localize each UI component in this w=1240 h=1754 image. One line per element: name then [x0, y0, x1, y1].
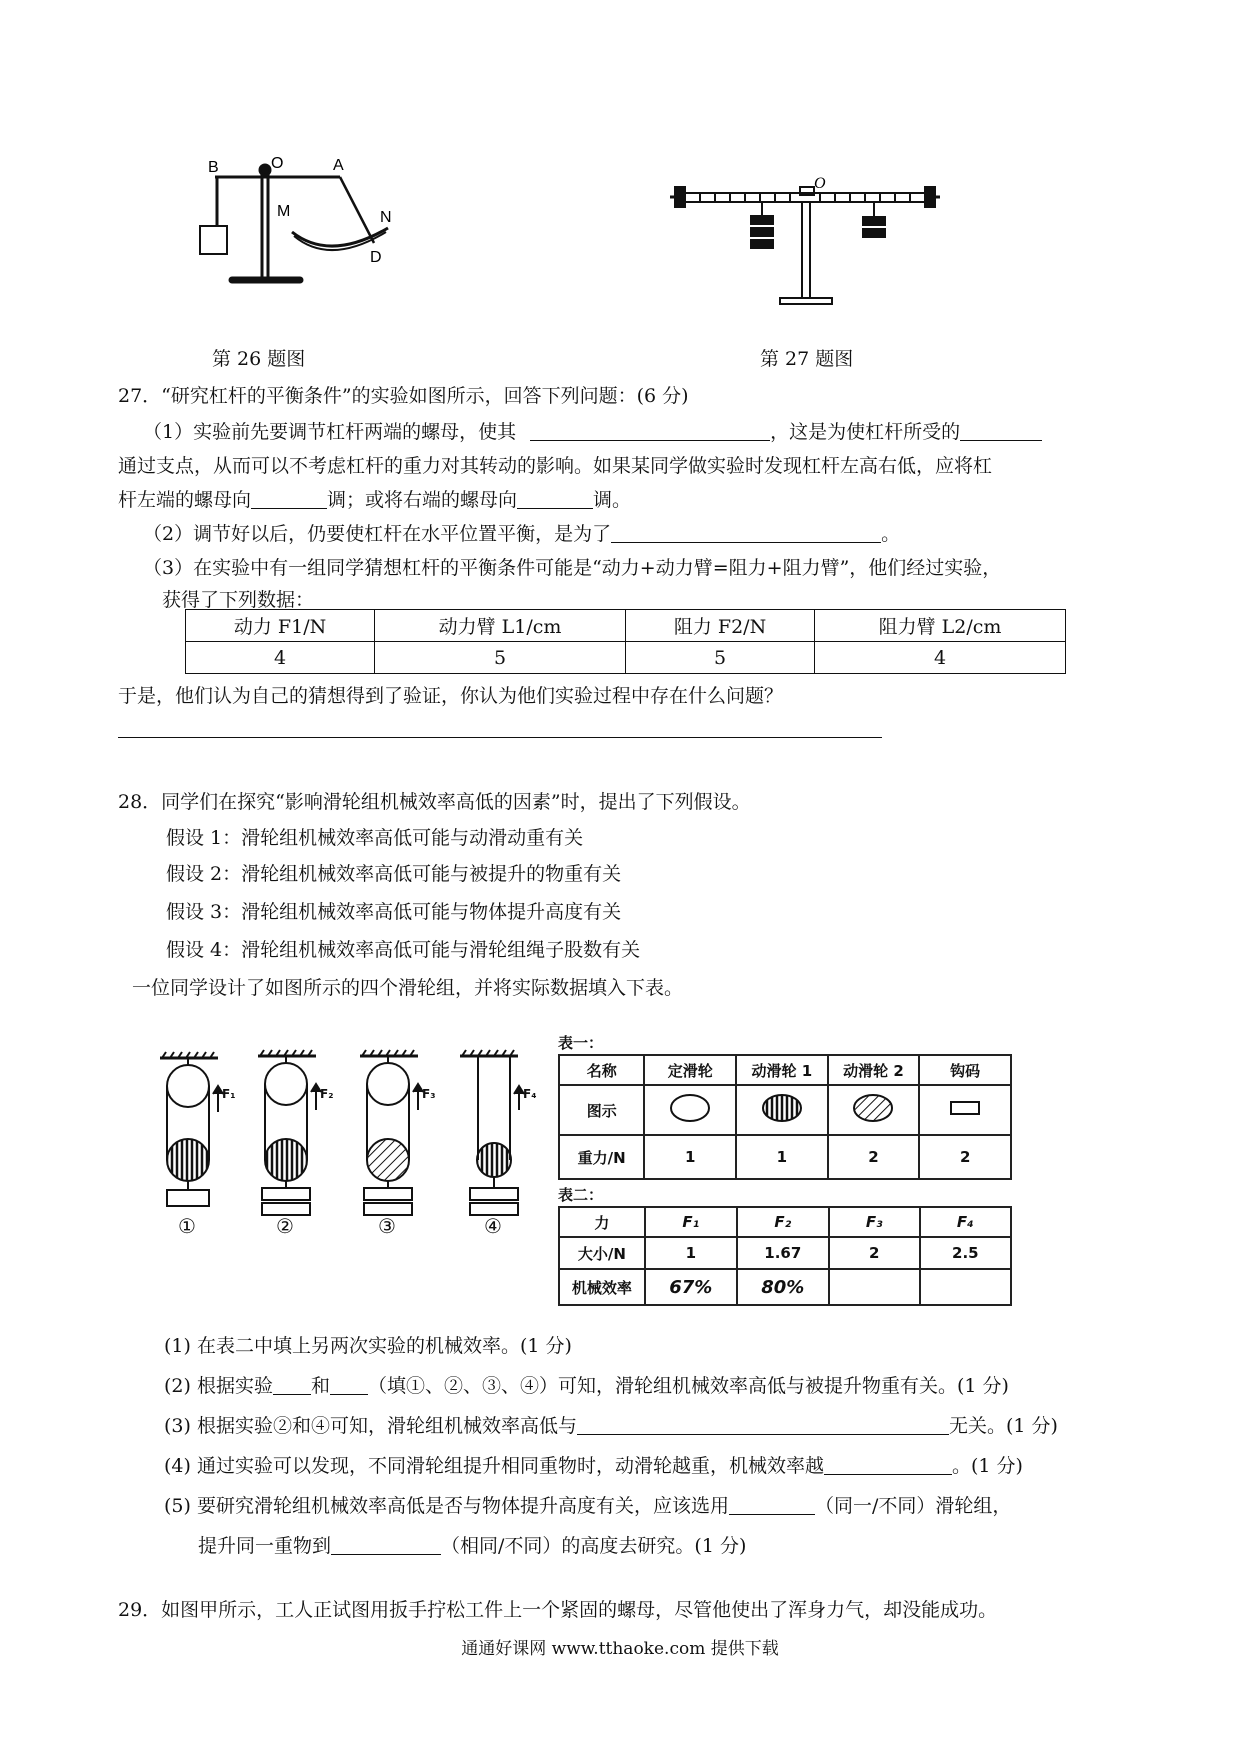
- q28-sub2-text-c: （填①、②、③、④）可知，滑轮组机械效率高低与被提升物重有关。(1 分): [367, 1375, 1009, 1397]
- table-header-cell: 力: [559, 1207, 645, 1237]
- force-label-3: F₃: [422, 1087, 436, 1101]
- table-row-label: 机械效率: [559, 1269, 645, 1305]
- q29-stem: 29．如图甲所示，工人正试图用扳手拧松工件上一个紧固的螺母，尽管他使出了浑身力气，却没能成功。: [118, 1599, 998, 1621]
- table-cell: 1: [736, 1135, 828, 1179]
- q28-blank-6[interactable]: [331, 1536, 441, 1555]
- ceiling-1: [160, 1052, 218, 1058]
- table-cell: 4: [815, 642, 1066, 674]
- table-row: [559, 1237, 1011, 1269]
- table-header-cell: 阻力 F2/N: [625, 610, 814, 642]
- table-header-cell: 动滑轮 2: [828, 1055, 920, 1085]
- pulley-setup-3: [364, 1056, 423, 1215]
- q28-stem: 28．同学们在探究“影响滑轮组机械效率高低的因素”时，提出了下列假设。: [118, 791, 751, 813]
- q27-p2-text-b: 。: [881, 523, 901, 545]
- q28-sub-4: [164, 1454, 1023, 1478]
- q28-sub4-text-a: (4) 通过实验可以发现，不同滑轮组提升相同重物时，动滑轮越重，机械效率越: [164, 1455, 824, 1477]
- q28-blank-1[interactable]: [273, 1376, 311, 1395]
- table-row: [559, 1085, 1011, 1135]
- setup-number-3: ③: [378, 1214, 396, 1238]
- q28-sub5-text-a: (5) 要研究滑轮组机械效率高低是否与物体提升高度有关，应该选用: [164, 1495, 729, 1517]
- q28-blank-2[interactable]: [330, 1376, 368, 1395]
- table-header-cell: 动力 F1/N: [186, 610, 375, 642]
- table1-caption: 表一：: [558, 1034, 604, 1052]
- figure-27-caption: 第 27 题图: [760, 348, 854, 370]
- fixed-pulley-icon: [644, 1085, 736, 1135]
- table-header-cell: F₁: [645, 1207, 737, 1237]
- table-cell: 2.5: [920, 1237, 1011, 1269]
- q28-sub-5-cont: [198, 1534, 746, 1558]
- table-row: [559, 1135, 1011, 1179]
- q28-hypothesis-2: 假设 2：滑轮组机械效率高低可能与被提升的物重有关: [166, 863, 622, 885]
- q28-sub2-text-a: (2) 根据实验: [164, 1375, 273, 1397]
- table-header-cell: 名称: [559, 1055, 644, 1085]
- setup-number-4: ④: [484, 1214, 502, 1238]
- pulley-setup-4: [470, 1056, 524, 1215]
- pulley-table-2: [558, 1206, 1012, 1306]
- table-header-cell: 阻力臂 L2/cm: [815, 610, 1066, 642]
- q27-p1-text-f: 调。: [593, 489, 632, 511]
- q27-p1-text-d: 杆左端的螺母向: [118, 489, 252, 511]
- label-d: D: [370, 249, 382, 266]
- q28-sub-3: [164, 1414, 1058, 1438]
- q27-part3-line1: （3）在实验中有一组同学猜想杠杆的平衡条件可能是“动力+动力臂=阻力+阻力臂”，他们经过实验，: [143, 557, 1002, 579]
- page-footer: 通通好课网 www.tthaoke.com 提供下载: [461, 1639, 779, 1659]
- q27-part1-line2: 通过支点，从而可以不考虑杠杆的重力对其转动的影响。如果某同学做实验时发现杠杆左高右低，应将杠: [118, 455, 993, 477]
- q28-sub3-text-b: 无关。(1 分): [948, 1415, 1058, 1437]
- q28-blank-5[interactable]: [729, 1496, 815, 1515]
- q28-hypothesis-1: 假设 1：滑轮组机械效率高低可能与动滑动重有关: [166, 827, 584, 849]
- table-header-cell: 动滑轮 1: [736, 1055, 828, 1085]
- q28-sub2-text-b: 和: [310, 1375, 330, 1397]
- force-label-2: F₂: [320, 1087, 334, 1101]
- label-o-27: O: [814, 175, 826, 192]
- q28-sub3-text-a: (3) 根据实验②和④可知，滑轮组机械效率高低与: [164, 1415, 577, 1437]
- table-row-label: 图示: [559, 1085, 644, 1135]
- efficiency-cell[interactable]: [829, 1269, 920, 1305]
- table-row-label: 大小/N: [559, 1237, 645, 1269]
- table-cell: 1: [645, 1237, 737, 1269]
- hook-weight-icon: [919, 1085, 1011, 1135]
- force-label-1: F₁: [222, 1087, 236, 1101]
- table-header-cell: 定滑轮: [644, 1055, 736, 1085]
- q27-after-table: 于是，他们认为自己的猜想得到了验证，你认为他们实验过程中存在什么问题？: [118, 685, 784, 707]
- q28-design: 一位同学设计了如图所示的四个滑轮组，并将实际数据填入下表。: [132, 977, 684, 999]
- table-header-row: [559, 1207, 1011, 1237]
- table-header-cell: 钩码: [919, 1055, 1011, 1085]
- table-cell: 5: [375, 642, 626, 674]
- q27-p1-text-e: 调；或将右端的螺母向: [327, 489, 518, 511]
- table-cell: 5: [625, 642, 814, 674]
- table-cell: 1: [644, 1135, 736, 1179]
- q28-sub-2: [164, 1374, 1009, 1398]
- ceiling-3: [360, 1050, 418, 1056]
- setup-number-2: ②: [276, 1214, 294, 1238]
- q28-sub5-text-d: （相同/不同）的高度去研究。(1 分): [441, 1535, 747, 1557]
- q28-sub-5: [164, 1494, 1011, 1518]
- q27-p1-text-b: ，这是为使杠杆所受的: [770, 421, 961, 443]
- ceiling-4: [460, 1050, 518, 1056]
- pulley-setup-2: [262, 1056, 321, 1215]
- table-cell: 1.67: [737, 1237, 829, 1269]
- q28-sub5-text-c: 提升同一重物到: [198, 1535, 332, 1557]
- ceiling-2: [258, 1050, 316, 1056]
- q28-hypothesis-4: 假设 4：滑轮组机械效率高低可能与滑轮组绳子股数有关: [166, 939, 641, 961]
- table-row: [559, 1269, 1011, 1305]
- table-cell: 2: [919, 1135, 1011, 1179]
- pulley-setup-1: [167, 1058, 223, 1206]
- label-m: M: [277, 203, 291, 220]
- q28-hypothesis-3: 假设 3：滑轮组机械效率高低可能与物体提升高度有关: [166, 901, 622, 923]
- table-header-row: [559, 1055, 1011, 1085]
- q28-sub4-text-b: 。(1 分): [951, 1455, 1023, 1477]
- setup-number-1: ①: [178, 1214, 196, 1238]
- pulley-table-1: [558, 1054, 1012, 1180]
- q28-blank-4[interactable]: [824, 1456, 952, 1475]
- table-cell: 2: [828, 1135, 920, 1179]
- q27-stem: 27．“研究杠杆的平衡条件”的实验如图所示，回答下列问题：(6 分): [118, 385, 689, 407]
- figure-26-caption: 第 26 题图: [212, 348, 306, 370]
- table-cell: 4: [186, 642, 375, 674]
- q28-blank-3[interactable]: [577, 1416, 949, 1435]
- table-header-cell: 动力臂 L1/cm: [375, 610, 626, 642]
- table-header-cell: F₄: [920, 1207, 1011, 1237]
- table-cell: 2: [829, 1237, 920, 1269]
- table2-caption: 表二：: [558, 1186, 604, 1204]
- movable-pulley-1-icon: [736, 1085, 828, 1135]
- table-header-cell: F₂: [737, 1207, 829, 1237]
- efficiency-cell[interactable]: [920, 1269, 1011, 1305]
- label-a: A: [333, 157, 344, 174]
- q28-sub5-text-b: （同一/不同）滑轮组，: [814, 1495, 1012, 1517]
- label-o: O: [271, 155, 284, 172]
- force-label-4: F₄: [523, 1087, 537, 1101]
- table-header-cell: F₃: [829, 1207, 920, 1237]
- label-n: N: [380, 209, 392, 226]
- q27-p2-text-a: （2）调节好以后，仍要使杠杆在水平位置平衡，是为了: [143, 523, 612, 545]
- movable-pulley-2-icon: [828, 1085, 920, 1135]
- label-b: B: [208, 159, 219, 176]
- q27-p1-text-a: （1）实验前先要调节杠杆两端的螺母，使其: [143, 421, 517, 443]
- q27-part3-line2: 获得了下列数据：: [162, 589, 315, 611]
- table-row-label: 重力/N: [559, 1135, 644, 1179]
- q28-sub-1: (1) 在表二中填上另两次实验的机械效率。(1 分): [164, 1335, 572, 1357]
- efficiency-cell: 80%: [737, 1269, 829, 1305]
- efficiency-cell: 67%: [645, 1269, 737, 1305]
